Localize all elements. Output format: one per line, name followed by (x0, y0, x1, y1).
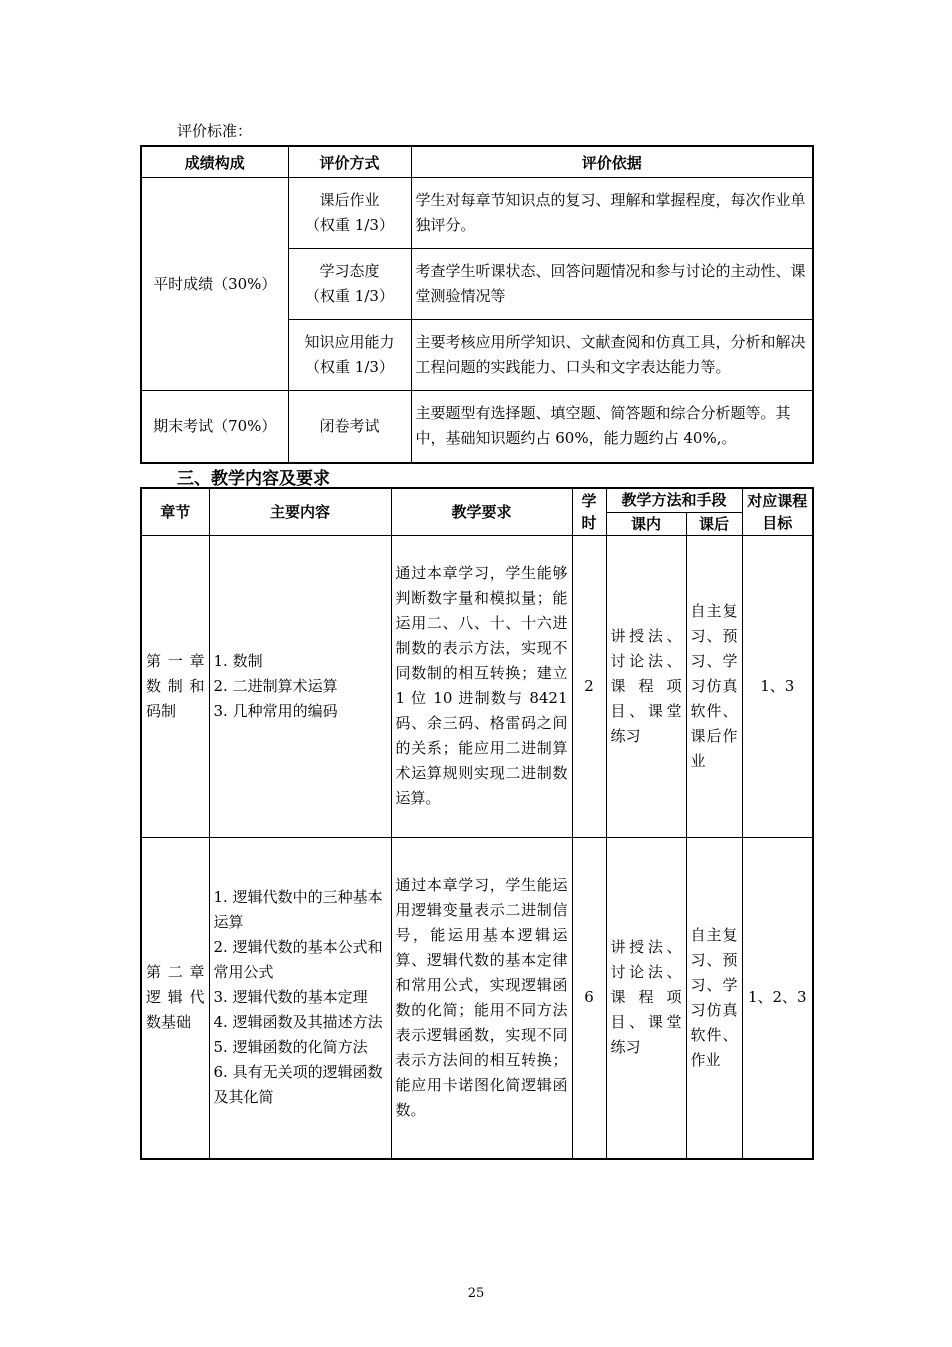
main-item: 3. 逻辑代数的基本定理 (213, 988, 368, 1007)
table-row (141, 535, 813, 837)
table-row (141, 178, 813, 249)
requirements-cell: 通过本章学习，学生能运用逻辑变量表示二进制信号，能运用基本逻辑运算、逻辑代数的基本定律和常用公式，实现逻辑函数的化简；能用不同方法表示逻辑函数，实现不同表示方法间的相互转换；能应用卡诺图化简逻辑函数。 (391, 837, 572, 1159)
main-item: 4. 逻辑函数及其描述方法 (213, 1013, 383, 1032)
main-item: 6. 具有无关项的逻辑函数及其化简 (213, 1063, 383, 1107)
method-cell: 闭卷考试 (288, 391, 411, 463)
main-content-cell (209, 535, 391, 837)
main-item: 1. 数制 (213, 651, 263, 670)
in-class-cell: 讲授法、讨论法、课程项目、课堂练习 (606, 535, 686, 837)
objectives-cell: 1、3 (742, 535, 813, 837)
component-cell: 期末考试（70%） (141, 391, 288, 463)
method-name: 知识应用能力 (304, 333, 395, 351)
header-after-class: 课后 (686, 512, 742, 535)
basis-cell: 学生对每章节知识点的复习、理解和掌握程度，每次作业单独评分。 (411, 178, 813, 249)
section-title: 三、教学内容及要求 (177, 469, 330, 489)
main-item: 5. 逻辑函数的化简方法 (213, 1038, 368, 1057)
eval-label: 评价标准： (177, 122, 253, 140)
main-item: 3. 几种常用的编码 (213, 701, 338, 720)
method-cell (288, 320, 411, 391)
objectives-cell: 1、2、3 (742, 837, 813, 1159)
header-chapter: 章节 (141, 488, 209, 535)
content-table (140, 487, 814, 1160)
method-name: 课后作业 (319, 191, 380, 209)
in-class-cell: 讲授法、讨论法、课程项目、课堂练习 (606, 837, 686, 1159)
chapter-cell: 第二章逻辑代数基础 (141, 837, 209, 1159)
table-row (141, 837, 813, 1159)
header-basis: 评价依据 (411, 146, 813, 178)
main-item: 2. 逻辑代数的基本公式和常用公式 (213, 938, 383, 982)
method-weight: （权重 1/3） (305, 287, 394, 305)
method-name: 学习态度 (319, 262, 380, 280)
page-number: 25 (467, 1286, 485, 1301)
requirements-cell: 通过本章学习，学生能够判断数字量和模拟量；能运用二、八、十、十六进制数的表示方法，实现不同数制的相互转换；建立 1 位 10 进制数与 8421 码、余三码、格雷码之间的关系；能应用二进制算术运算规则实现二进制数运算。 (391, 535, 572, 837)
basis-cell: 主要题型有选择题、填空题、简答题和综合分析题等。其中，基础知识题约占 60%，能力题约占 40%,。 (411, 391, 813, 463)
evaluation-table (140, 145, 814, 464)
header-methods: 教学方法和手段 (606, 488, 742, 512)
method-weight: （权重 1/3） (305, 216, 394, 234)
header-hours: 学时 (572, 488, 606, 535)
main-item: 1. 逻辑代数中的三种基本运算 (213, 888, 383, 932)
component-cell: 平时成绩（30%） (141, 178, 288, 391)
main-content-cell (209, 837, 391, 1159)
header-method: 评价方式 (288, 146, 411, 178)
table-row (141, 391, 813, 463)
hours-cell: 2 (572, 535, 606, 837)
table-header-row (141, 488, 813, 512)
chapter-cell: 第一章数制和码制 (141, 535, 209, 837)
table-header-row (141, 146, 813, 178)
header-main-content: 主要内容 (209, 488, 391, 535)
after-class-cell: 自主复习、预习、学习仿真软件、课后作业 (686, 535, 742, 837)
basis-cell: 考查学生听课状态、回答问题情况和参与讨论的主动性、课堂测验情况等 (411, 249, 813, 320)
hours-cell: 6 (572, 837, 606, 1159)
main-item: 2. 二进制算术运算 (213, 676, 338, 695)
after-class-cell: 自主复习、预习、学习仿真软件、作业 (686, 837, 742, 1159)
header-objectives: 对应课程目标 (742, 488, 813, 535)
basis-cell: 主要考核应用所学知识、文献查阅和仿真工具，分析和解决工程问题的实践能力、口头和文字表达能力等。 (411, 320, 813, 391)
header-in-class: 课内 (606, 512, 686, 535)
method-cell (288, 249, 411, 320)
header-requirements: 教学要求 (391, 488, 572, 535)
method-cell (288, 178, 411, 249)
header-component: 成绩构成 (141, 146, 288, 178)
method-weight: （权重 1/3） (305, 358, 394, 376)
